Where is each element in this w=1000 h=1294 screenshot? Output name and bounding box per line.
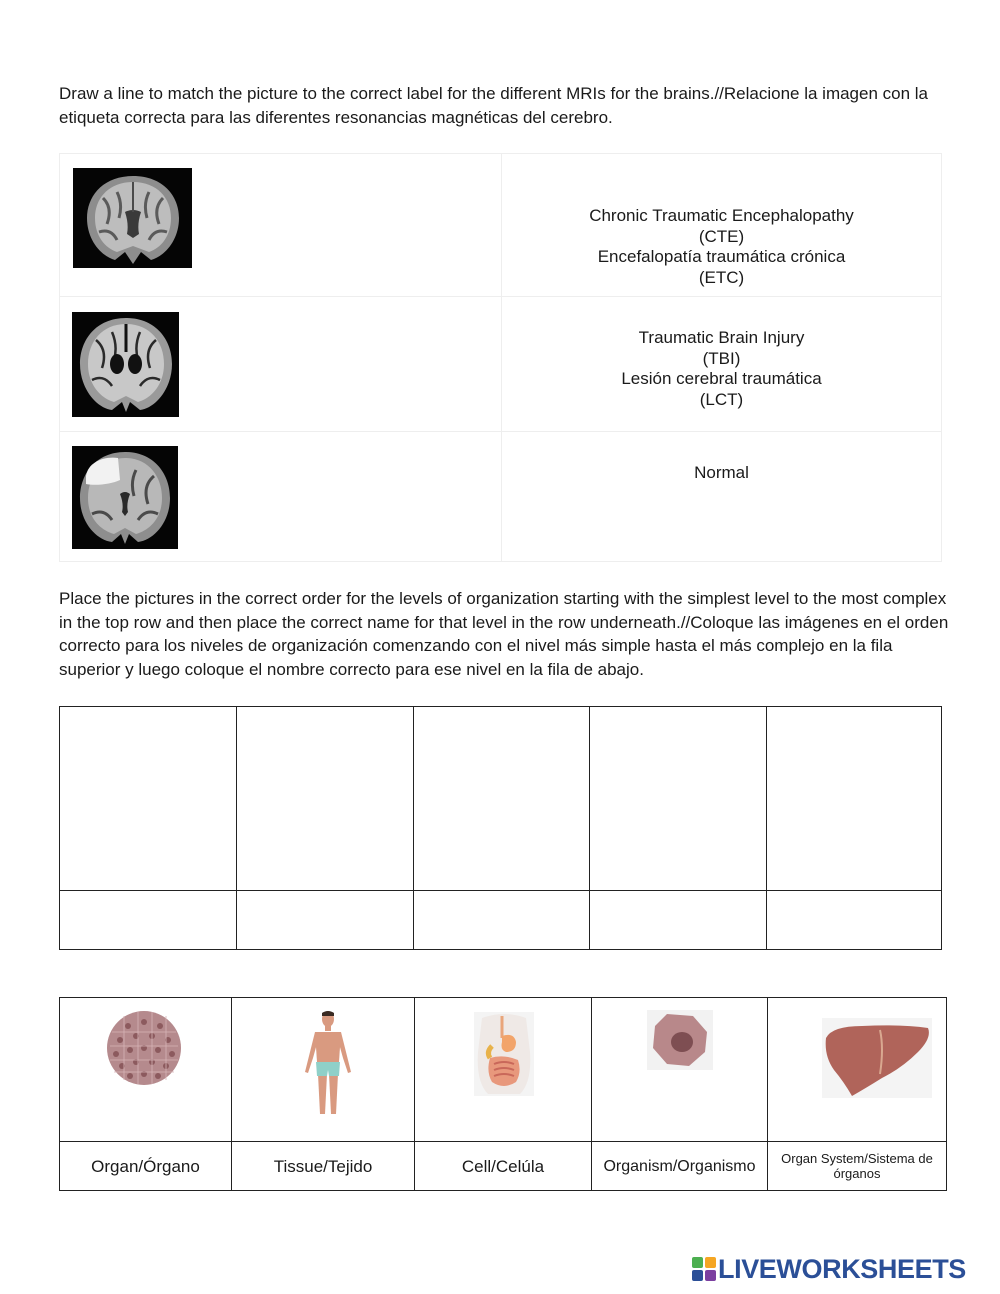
answer-image-slot-2[interactable] xyxy=(237,707,413,890)
choice-label-1[interactable]: Organ/Órgano xyxy=(91,1156,200,1176)
choice-label-3[interactable]: Cell/Celúla xyxy=(461,1156,545,1176)
digestive-system-image[interactable] xyxy=(474,1012,534,1096)
choice-label-5[interactable]: Organ System/Sistema de órganos xyxy=(781,1151,933,1181)
mri-row xyxy=(60,297,941,432)
liveworksheets-badge-icon xyxy=(692,1257,716,1281)
liveworksheets-logo-text: LIVEWORKSHEETS xyxy=(718,1253,966,1284)
choice-label-4[interactable]: Organism/Organismo xyxy=(603,1157,756,1175)
cell-image[interactable] xyxy=(647,1010,713,1070)
ordering-instructions: Place the pictures in the correct order for the levels of organization starting with the simplest level to the most complex in the top row and then place the correct name for that level in the row underneath.//Coloque las imágenes en el orden correcto para los niveles de organización comenzando con el nivel más simple hasta el más complejo en la fila superior y luego coloque el nombre correcto para ese nivel en la fila de abajo. xyxy=(59,589,949,679)
brain-mri-scan-3[interactable] xyxy=(72,446,178,549)
mri-matching-table xyxy=(59,153,942,562)
brain-mri-scan-2[interactable] xyxy=(72,312,179,417)
answer-label-slot-2[interactable] xyxy=(237,891,413,949)
choices-table xyxy=(59,997,947,1191)
choice-label-2[interactable]: Tissue/Tejido xyxy=(273,1156,373,1176)
answer-label-slot-4[interactable] xyxy=(590,891,766,949)
liveworksheets-logo[interactable] xyxy=(692,1254,966,1284)
answer-label-slot-5[interactable] xyxy=(767,891,941,949)
answer-label-slot-1[interactable] xyxy=(60,891,236,949)
answer-grid xyxy=(59,706,942,950)
answer-label-slot-3[interactable] xyxy=(414,891,589,949)
liver-image[interactable] xyxy=(822,1018,932,1098)
mri-label-cte[interactable]: Chronic Traumatic Encephalopathy (CTE) Encefalopatía traumática crónica (ETC) xyxy=(589,206,854,287)
mri-row xyxy=(60,154,941,297)
answer-image-slot-4[interactable] xyxy=(590,707,766,890)
mri-row xyxy=(60,432,941,561)
brain-mri-scan-1[interactable] xyxy=(73,168,192,268)
human-body-image[interactable] xyxy=(299,1010,357,1120)
tissue-circle-image[interactable] xyxy=(106,1010,182,1086)
mri-label-tbi[interactable]: Traumatic Brain Injury (TBI) Lesión cerebral traumática (LCT) xyxy=(621,328,822,409)
answer-image-slot-3[interactable] xyxy=(414,707,589,890)
answer-image-slot-5[interactable] xyxy=(767,707,941,890)
mri-label-normal[interactable]: Normal xyxy=(694,463,749,482)
answer-image-slot-1[interactable] xyxy=(60,707,236,890)
mri-instructions: Draw a line to match the picture to the correct label for the different MRIs for the brains.//Relacione la imagen con la etiqueta correcta para las diferentes resonancias magnéticas del cerebro. xyxy=(59,84,929,127)
